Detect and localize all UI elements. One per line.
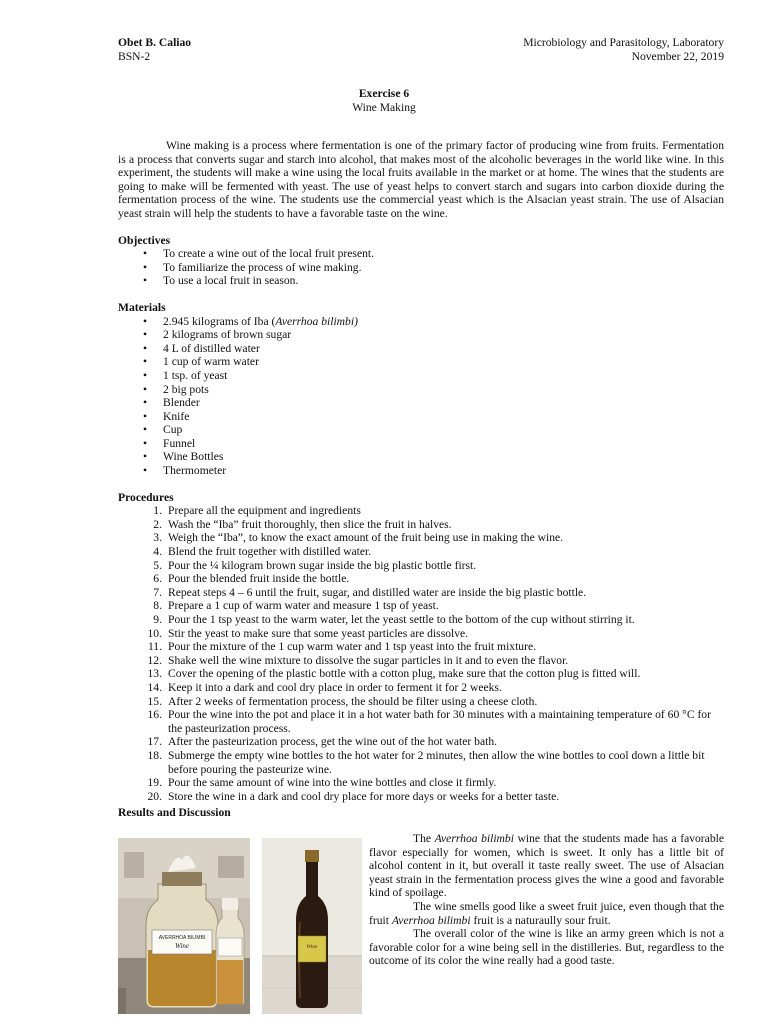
list-item: • Blender bbox=[163, 396, 724, 410]
step-text: Pour the mixture of the 1 cup warm water and 1 tsp yeast into the fruit mixture. bbox=[168, 640, 537, 654]
intro-paragraph: Wine making is a process where fermentation is one of the primary factor of producing wine from fruits. Fermentation is a process that converts sugar and starch into alcohol, that makes most of the alcoholic beverages in the world like wine. In this experiment, the students will make a wine using the local fruits available in the market or at home. The wines that the students are going to make will be fermented with yeast. The use of yeast helps to convert starch and sugars into carbon dioxide during the fermentation process of the wine. The students use the commercial yeast which is the Alsacian yeast strain. The use of Alsacian yeast strain will help the students to have a favorable taste on the wine. bbox=[118, 139, 724, 220]
jug-label-wine: Wine bbox=[175, 942, 189, 950]
list-item: • To familiarize the process of wine making. bbox=[163, 261, 724, 275]
list-item bbox=[118, 749, 724, 776]
list-item bbox=[118, 708, 724, 735]
fermentation-bottles-image bbox=[118, 838, 250, 1014]
step-text: Store the wine in a dark and cool dry place for more days or weeks for a better taste. bbox=[168, 789, 560, 803]
step-number: 11. bbox=[147, 640, 162, 654]
bottle-label-wine: Wine bbox=[306, 944, 318, 950]
step-text: Wash the “Iba” fruit thoroughly, then slice the fruit in halves. bbox=[168, 517, 452, 531]
step-number: 15. bbox=[147, 694, 162, 708]
list-item: • 2 kilograms of brown sugar bbox=[163, 328, 724, 342]
materials-list bbox=[118, 315, 724, 478]
objectives-heading: Objectives bbox=[118, 233, 171, 247]
list-item: • To create a wine out of the local fruit present. bbox=[163, 247, 724, 261]
list-item: • Funnel bbox=[163, 437, 724, 451]
section-name: BSN-2 bbox=[118, 49, 151, 63]
step-number: 3. bbox=[153, 531, 162, 545]
step-number: 4. bbox=[153, 545, 162, 559]
list-item: • Cup bbox=[163, 423, 724, 437]
step-text: Pour the 1 tsp yeast to the warm water, let the yeast settle to the bottom of the cup without stirring it. bbox=[168, 613, 635, 626]
discussion-paragraph: The overall color of the wine is like an army green which is not a favorable color for a wine being sell in the distilleries. But, regardless to the outcome of its color the wine really had a good taste. bbox=[369, 927, 724, 968]
step-number: 7. bbox=[153, 585, 162, 599]
list-item bbox=[118, 572, 724, 586]
exercise-title: Exercise 6 bbox=[358, 87, 410, 100]
list-item bbox=[118, 613, 724, 627]
step-text: Pour the wine into the pot and place it in a hot water bath for 30 minutes with a maintaining temperature of 60 °C for the pasteurization process. bbox=[168, 708, 711, 735]
step-number: 17. bbox=[147, 735, 162, 749]
step-text: Cover the opening of the plastic bottle with a cotton plug, make sure that the cotton plug is fitted will. bbox=[168, 667, 641, 681]
list-item bbox=[118, 667, 724, 681]
list-item: • 2 big pots bbox=[163, 383, 724, 397]
list-item: • Knife bbox=[163, 410, 724, 424]
step-number: 10. bbox=[147, 626, 162, 640]
list-item: • To use a local fruit in season. bbox=[163, 274, 724, 288]
list-item: • 4 L of distilled water bbox=[163, 342, 724, 356]
list-item bbox=[163, 315, 724, 329]
document-title bbox=[0, 87, 768, 114]
step-number: 9. bbox=[153, 613, 162, 626]
step-text: Submerge the empty wine bottles to the hot water for 2 minutes, then allow the wine bottles to cool down a little bit before pouring the pasteurize wine. bbox=[168, 748, 705, 776]
discussion-paragraph bbox=[369, 900, 724, 927]
list-item bbox=[118, 640, 724, 654]
document-date: November 22, 2019 bbox=[631, 49, 724, 63]
list-item bbox=[118, 531, 724, 545]
list-item bbox=[118, 695, 724, 709]
step-text: Pour the same amount of wine into the wine bottles and close it firmly. bbox=[168, 776, 497, 790]
list-item: • Wine Bottles bbox=[163, 450, 724, 464]
fermentation-bottles-photo bbox=[118, 838, 250, 1014]
list-item: • 1 tsp. of yeast bbox=[163, 369, 724, 383]
list-item bbox=[118, 559, 724, 573]
objectives-list bbox=[118, 247, 724, 288]
step-text: Stir the yeast to make sure that some yeast particles are dissolve. bbox=[168, 626, 469, 640]
procedures-heading: Procedures bbox=[118, 490, 174, 504]
list-item bbox=[118, 586, 724, 600]
results-heading: Results and Discussion bbox=[118, 806, 231, 819]
step-number: 8. bbox=[153, 599, 162, 613]
step-text: Pour the blended fruit inside the bottle. bbox=[168, 572, 350, 586]
text-run: The wine smells good like a sweet fruit juice, even though that the fruit bbox=[369, 899, 724, 927]
text-run: wine that the students made has a favorable flavor especially for women, which is sweet. It only has a little bit of alcohol content in it, but overall it taste really sweet. The use of Alsacian yeast strain in the fermentation process gives the wine a good and favorable kind of spoilage. bbox=[369, 832, 724, 900]
step-text: After the pasteurization process, get the wine out of the hot water bath. bbox=[168, 735, 498, 749]
step-text: Keep it into a dark and cool dry place in order to ferment it for 2 weeks. bbox=[168, 680, 502, 694]
course-name: Microbiology and Parasitology, Laboratory bbox=[523, 36, 724, 49]
step-number: 18. bbox=[147, 748, 162, 762]
list-item bbox=[118, 681, 724, 695]
document-header bbox=[118, 36, 724, 63]
list-item bbox=[118, 545, 724, 559]
step-text: Prepare a 1 cup of warm water and measure 1 tsp of yeast. bbox=[168, 599, 439, 613]
wine-bottle-image bbox=[262, 838, 362, 1014]
species-name: Averrhoa bilimbi bbox=[391, 913, 471, 927]
step-number: 6. bbox=[153, 572, 162, 586]
document-body bbox=[118, 139, 724, 803]
list-item: • 1 cup of warm water bbox=[163, 355, 724, 369]
step-number: 13. bbox=[147, 667, 162, 681]
author-name: Obet B. Caliao bbox=[118, 36, 192, 49]
list-item: • Thermometer bbox=[163, 464, 724, 478]
procedures-list bbox=[118, 504, 724, 803]
jug-label-text: AVERRHOA BILIMBI bbox=[158, 935, 206, 941]
step-number: 2. bbox=[153, 517, 162, 531]
list-item bbox=[118, 599, 724, 613]
list-item bbox=[118, 518, 724, 532]
list-item bbox=[118, 790, 724, 804]
discussion-paragraph bbox=[369, 832, 724, 900]
species-name: Averrhoa bilimbi bbox=[434, 832, 514, 845]
list-item bbox=[118, 627, 724, 641]
step-number: 5. bbox=[153, 558, 162, 572]
step-number: 14. bbox=[147, 680, 162, 694]
step-text: Pour the ¼ kilogram brown sugar inside the big plastic bottle first. bbox=[168, 558, 477, 572]
list-item bbox=[118, 776, 724, 790]
step-number: 19. bbox=[147, 776, 162, 790]
material-text: 2.945 kilograms of Iba ( bbox=[163, 314, 276, 328]
step-text: After 2 weeks of fermentation process, the should be filter using a cheese cloth. bbox=[168, 694, 538, 708]
discussion-text bbox=[369, 832, 724, 968]
step-number: 1. bbox=[153, 504, 162, 518]
list-item bbox=[118, 504, 724, 518]
exercise-subtitle: Wine Making bbox=[352, 100, 416, 114]
step-number: 12. bbox=[147, 653, 162, 667]
step-text: Blend the fruit together with distilled water. bbox=[168, 545, 372, 559]
step-number: 20. bbox=[147, 789, 162, 803]
list-item bbox=[118, 654, 724, 668]
text-run: The bbox=[413, 832, 435, 845]
step-text: Weigh the “Iba”, to know the exact amount of the fruit being use in making the wine. bbox=[168, 531, 564, 545]
step-number: 16. bbox=[147, 708, 162, 722]
text-run: fruit is a naturaully sour fruit. bbox=[470, 913, 611, 927]
wine-bottle-photo bbox=[262, 838, 362, 1014]
step-text: Repeat steps 4 – 6 until the fruit, sugar, and distilled water are inside the big plastic bottle. bbox=[168, 585, 587, 599]
materials-heading: Materials bbox=[118, 300, 166, 314]
species-name: Averrhoa bilimbi) bbox=[275, 314, 358, 328]
list-item bbox=[118, 735, 724, 749]
step-text: Shake well the wine mixture to dissolve the sugar particles in it and to even the flavor. bbox=[168, 653, 569, 667]
step-text: Prepare all the equipment and ingredients bbox=[168, 504, 361, 518]
